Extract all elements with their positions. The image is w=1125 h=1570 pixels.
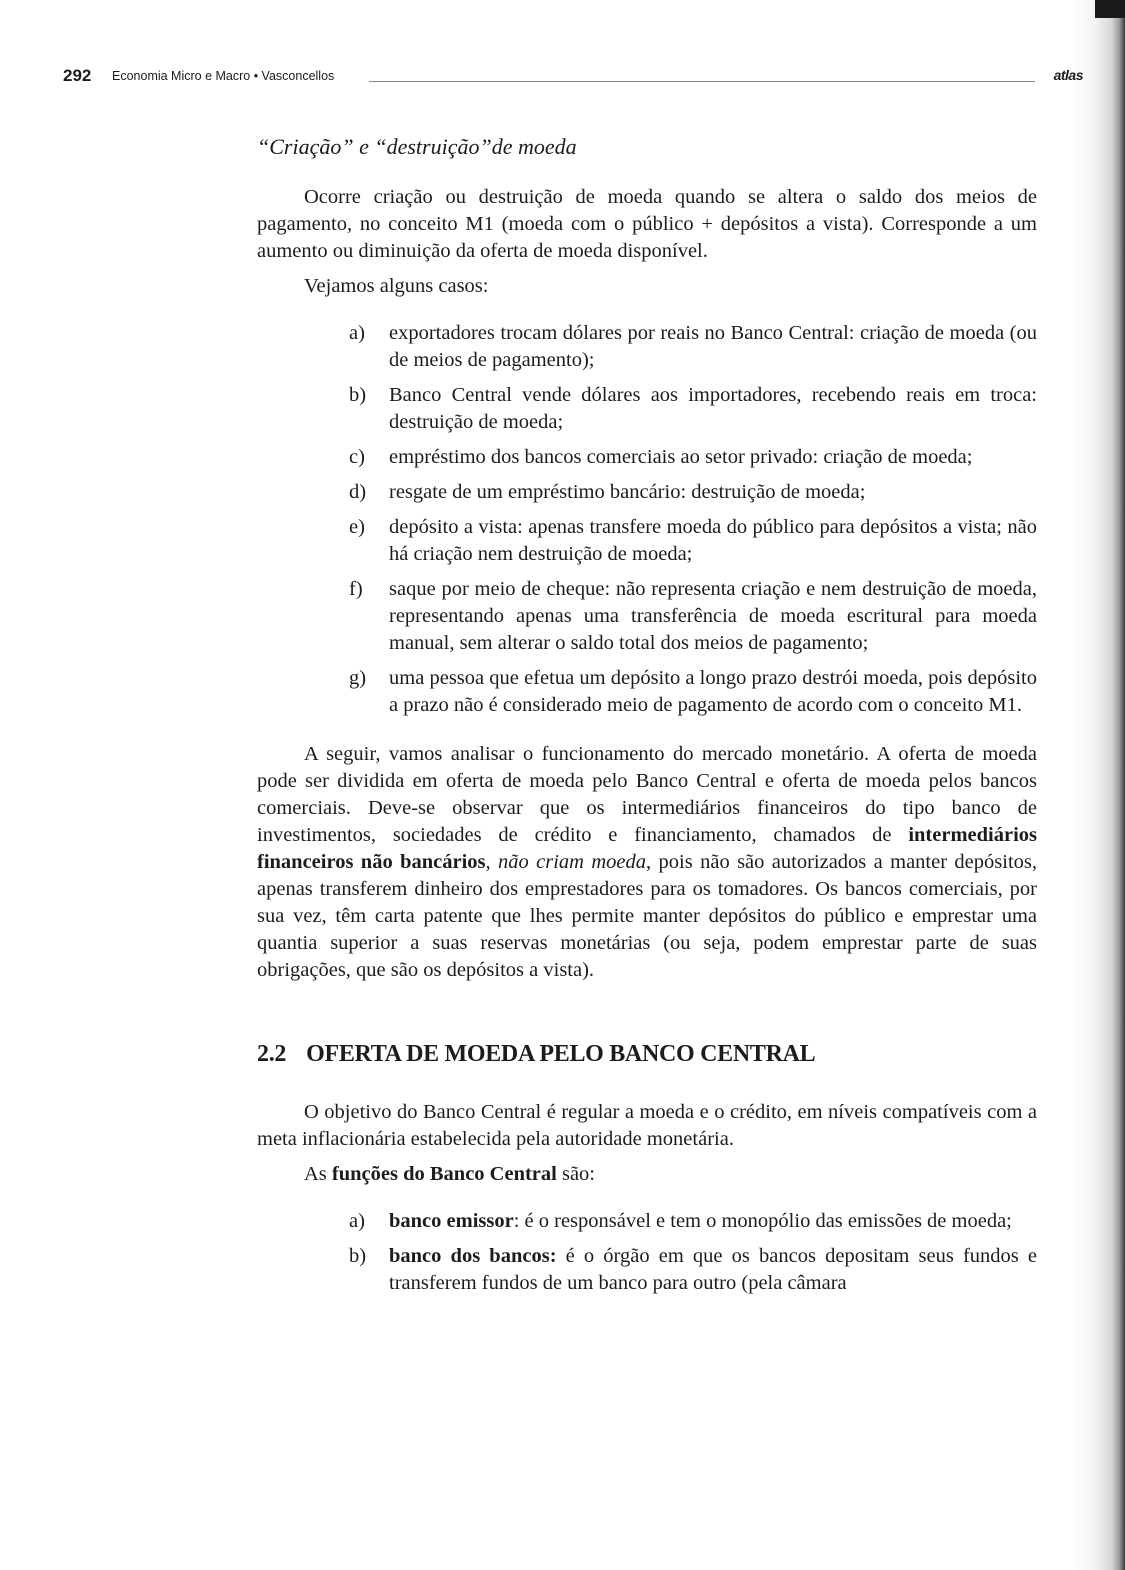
section-heading [257,1041,1037,1068]
item-text: empréstimo dos bancos comerciais ao setor privado: criação de moeda; [389,446,973,468]
intro-paragraph: Ocorre criação ou destruição de moeda quando se altera o saldo dos meios de pagamento, no conceito M1 (moeda com o público + depósitos a vista). Corresponde a um aumento ou diminuição da oferta de moeda disponível. [257,186,1037,262]
list-item [257,1243,1037,1297]
market-comma: , [485,851,499,873]
section-number: 2.2 [257,1041,287,1067]
functions-pre: As [304,1163,332,1185]
market-text-2: , pois não são autorizados a manter depósitos, apenas transferem dinheiro dos emprestadores para os tomadores. Os bancos comerciais, por sua vez, têm carta patente que lhes permite manter depósitos do público e emprestar uma quantia superior a suas reservas monetárias (ou seja, podem emprestar parte de suas obrigações, que são os depósitos a vista). [257,851,1038,981]
publisher-logo: atlas [1053,67,1083,83]
item-label: b) [349,1245,367,1267]
list-item [257,665,1037,719]
section-heading-text: OFERTA DE MOEDA PELO BANCO CENTRAL [306,1041,816,1067]
cases-list [257,320,1037,719]
item-text: depósito a vista: apenas transfere moeda do público para depósitos a vista; não há criação nem destruição de moeda; [389,516,1037,565]
function-term: banco dos bancos: [389,1245,557,1267]
page-number: 292 [63,66,92,85]
header-rule [369,81,1035,82]
item-text: resgate de um empréstimo bancário: destruição de moeda; [389,481,866,503]
list-item [257,479,1037,506]
function-desc: é o órgão em que os bancos depositam seus fundos e transferem fundos de um banco para outro (pela câmara [389,1245,1037,1294]
functions-bold: funções do Banco Central [331,1163,557,1185]
list-item [257,320,1037,374]
function-desc: : é o responsável e tem o monopólio das emissões de moeda; [513,1210,1012,1232]
cases-lead: Vejamos alguns casos: [304,275,489,297]
item-text: Banco Central vende dólares aos importadores, recebendo reais em troca: destruição de moeda; [389,384,1037,433]
item-text: saque por meio de cheque: não representa criação e nem destruição de moeda, representando apenas uma transferência de moeda escritural para moeda manual, sem alterar o saldo total dos meios de pagamento; [389,578,1037,654]
item-label: f) [349,578,363,600]
running-head [63,66,1083,88]
book-title: Economia Micro e Macro • Vasconcellos [112,69,335,83]
item-text [389,1208,1037,1235]
market-bold-term: intermediários financeiros não bancários [257,824,1037,873]
item-label: g) [349,667,367,689]
market-italic-term: não criam moeda [498,851,647,873]
item-label: e) [349,516,365,538]
function-term: banco emissor [389,1210,514,1232]
functions-list [257,1208,1037,1297]
list-item [257,1208,1037,1235]
scan-corner-mark [1095,0,1125,18]
list-item [257,514,1037,568]
item-text: exportadores trocam dólares por reais no Banco Central: criação de moeda (ou de meios de pagamento); [389,322,1037,371]
page-edge-shadow [1070,0,1125,1570]
item-text: uma pessoa que efetua um depósito a longo prazo destrói moeda, pois depósito a prazo não é considerado meio de pagamento de acordo com o conceito M1. [389,667,1037,716]
item-text [389,1243,1037,1297]
functions-lead [257,1161,1037,1188]
item-label: b) [349,384,367,406]
section-title: “Criação” e “destruição”de moeda [257,134,577,159]
item-label: a) [349,322,365,344]
item-label: c) [349,446,365,468]
objective-paragraph: O objetivo do Banco Central é regular a moeda e o crédito, em níveis compatíveis com a meta inflacionária estabelecida pela autoridade monetária. [257,1101,1037,1150]
market-paragraph [257,741,1037,984]
list-item [257,576,1037,657]
list-item [257,382,1037,436]
item-label: a) [349,1210,365,1232]
list-item [257,444,1037,471]
functions-post: são: [556,1163,596,1185]
market-text-1: A seguir, vamos analisar o funcionamento do mercado monetário. A oferta de moeda pode ser dividida em oferta de moeda pelo Banco Central e oferta de moeda pelos bancos comerciais. Deve-se observar que os intermediários financeiros do tipo banco de investimentos, sociedades de crédito e financiamento, chamados de [257,743,1037,846]
page-body [257,133,1037,1319]
item-label: d) [349,481,367,503]
